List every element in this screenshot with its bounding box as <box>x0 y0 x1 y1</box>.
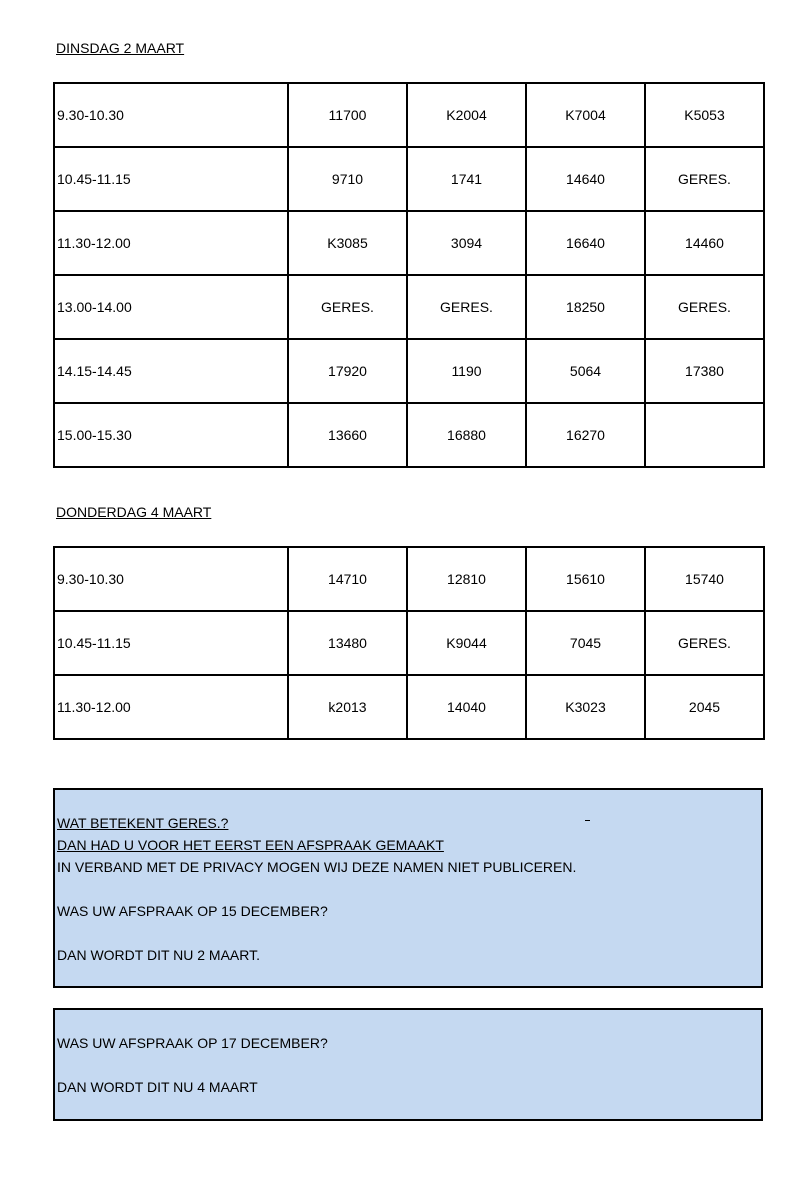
note-march-2: DAN WORDT DIT NU 2 MAART. <box>57 947 261 963</box>
table-cell: 5064 <box>526 339 645 403</box>
time-slot: 11.30-12.00 <box>54 211 288 275</box>
time-slot: 9.30-10.30 <box>54 83 288 147</box>
table-cell: 14040 <box>407 675 526 739</box>
table-cell: GERES. <box>407 275 526 339</box>
geres-explanation-box <box>53 788 763 988</box>
table-cell: 9710 <box>288 147 407 211</box>
table-row <box>54 275 764 339</box>
table-row <box>54 147 764 211</box>
table-cell <box>645 403 764 467</box>
note-december-15: WAS UW AFSPRAAK OP 15 DECEMBER? <box>57 903 328 919</box>
note-answer: DAN HAD U VOOR HET EERST EEN AFSPRAAK GEMAAKT <box>57 837 444 853</box>
table-cell: 17380 <box>645 339 764 403</box>
table-cell: 15740 <box>645 547 764 611</box>
table-cell: 13660 <box>288 403 407 467</box>
table-cell: 16640 <box>526 211 645 275</box>
time-slot: 13.00-14.00 <box>54 275 288 339</box>
table-cell: GERES. <box>645 147 764 211</box>
table-cell: 2045 <box>645 675 764 739</box>
table-cell: K9044 <box>407 611 526 675</box>
table-row <box>54 211 764 275</box>
table-cell: GERES. <box>288 275 407 339</box>
note-march-4: DAN WORDT DIT NU 4 MAART <box>57 1079 258 1095</box>
time-slot: 15.00-15.30 <box>54 403 288 467</box>
table-row <box>54 339 764 403</box>
table-cell: k2013 <box>288 675 407 739</box>
table-cell: K3023 <box>526 675 645 739</box>
table-cell: 14460 <box>645 211 764 275</box>
table-cell: 17920 <box>288 339 407 403</box>
time-slot: 9.30-10.30 <box>54 547 288 611</box>
note-december-17: WAS UW AFSPRAAK OP 17 DECEMBER? <box>57 1035 328 1051</box>
table-cell: 7045 <box>526 611 645 675</box>
time-slot: 10.45-11.15 <box>54 611 288 675</box>
section-title-thursday: DONDERDAG 4 MAART <box>56 504 212 520</box>
table-cell: 16880 <box>407 403 526 467</box>
table-cell: 1190 <box>407 339 526 403</box>
table-row <box>54 611 764 675</box>
table-cell: 15610 <box>526 547 645 611</box>
table-row <box>54 83 764 147</box>
table-cell: K2004 <box>407 83 526 147</box>
schedule-table-tuesday <box>53 82 765 468</box>
table-row <box>54 403 764 467</box>
dash-mark <box>585 820 590 821</box>
table-cell: 11700 <box>288 83 407 147</box>
section-title-tuesday: DINSDAG 2 MAART <box>56 40 185 56</box>
table-cell: GERES. <box>645 275 764 339</box>
schedule-table-thursday <box>53 546 765 740</box>
table-cell: GERES. <box>645 611 764 675</box>
time-slot: 14.15-14.45 <box>54 339 288 403</box>
table-row <box>54 675 764 739</box>
table-cell: K3085 <box>288 211 407 275</box>
table-cell: K5053 <box>645 83 764 147</box>
table-row <box>54 547 764 611</box>
table-cell: 13480 <box>288 611 407 675</box>
note-question: WAT BETEKENT GERES.? <box>57 815 229 831</box>
table-cell: 14640 <box>526 147 645 211</box>
table-cell: 14710 <box>288 547 407 611</box>
time-slot: 10.45-11.15 <box>54 147 288 211</box>
table-cell: 1741 <box>407 147 526 211</box>
table-cell: 3094 <box>407 211 526 275</box>
table-cell: 12810 <box>407 547 526 611</box>
note-privacy: IN VERBAND MET DE PRIVACY MOGEN WIJ DEZE NAMEN NIET PUBLICEREN. <box>57 859 577 875</box>
table-cell: 16270 <box>526 403 645 467</box>
time-slot: 11.30-12.00 <box>54 675 288 739</box>
table-cell: 18250 <box>526 275 645 339</box>
reschedule-box <box>53 1008 763 1121</box>
table-cell: K7004 <box>526 83 645 147</box>
